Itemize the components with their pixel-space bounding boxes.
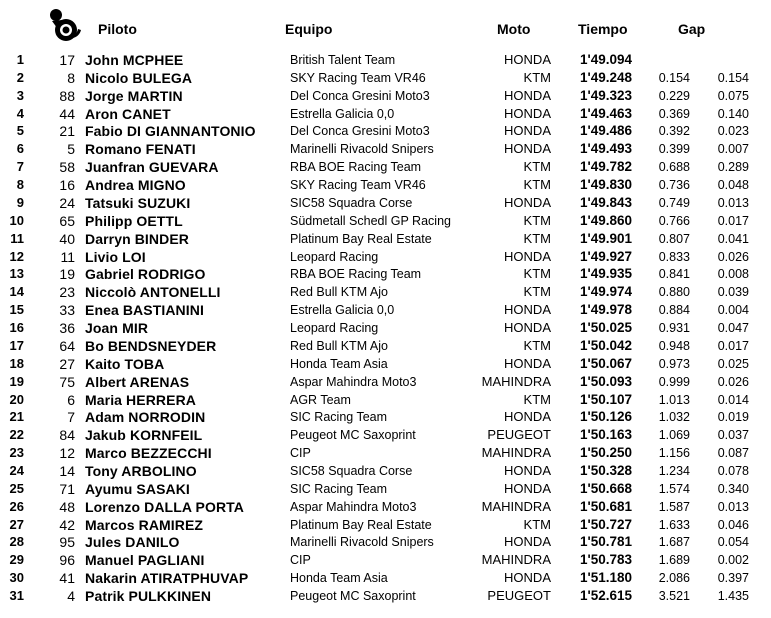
rider-name-cell: Nakarin ATIRATPHUVAP	[85, 570, 249, 587]
position-cell: 17	[9, 337, 24, 353]
bike-cell: KTM	[523, 69, 551, 85]
rider-number-cell: 41	[59, 570, 75, 587]
position-cell: 24	[9, 463, 24, 478]
rider-number-cell: 12	[59, 445, 75, 462]
table-row	[0, 498, 771, 516]
bike-cell: HONDA	[504, 194, 551, 210]
team-cell: Marinelli Rivacold Snipers	[290, 535, 434, 550]
gap-to-previous-cell: 0.047	[717, 321, 749, 336]
team-cell: RBA BOE Racing Team	[290, 267, 422, 282]
lap-time-cell: 1'49.323	[580, 87, 633, 103]
bike-cell: HONDA	[504, 534, 551, 550]
table-row	[0, 176, 771, 194]
rider-name-cell: Tatsuki SUZUKI	[85, 194, 191, 211]
bike-cell: HONDA	[504, 320, 551, 336]
position-cell: 30	[9, 570, 24, 586]
team-cell: Platinum Bay Real Estate	[290, 231, 432, 246]
rider-number-cell: 33	[59, 302, 75, 319]
gap-to-first-cell: 2.086	[658, 571, 690, 586]
team-cell: Estrella Galicia 0,0	[290, 303, 395, 318]
table-row	[0, 51, 771, 69]
table-row	[0, 408, 771, 426]
rider-number-cell: 6	[67, 391, 75, 408]
position-cell: 3	[16, 87, 24, 103]
lap-time-cell: 1'51.180	[580, 570, 633, 586]
gap-to-first-cell: 0.948	[658, 338, 690, 353]
rider-number-cell: 96	[59, 552, 75, 569]
gap-to-first-cell: 0.766	[658, 213, 690, 228]
team-cell: Aspar Mahindra Moto3	[290, 374, 417, 389]
gap-to-first-cell: 0.749	[658, 195, 690, 210]
gap-to-previous-cell: 1.435	[717, 589, 749, 604]
table-row	[0, 551, 771, 569]
bike-cell: HONDA	[504, 105, 551, 121]
rider-name-cell: Joan MIR	[85, 320, 149, 337]
rider-name-cell: John MCPHEE	[85, 52, 184, 68]
position-cell: 13	[9, 266, 24, 282]
rider-number-cell: 24	[59, 194, 75, 211]
lap-time-cell: 1'50.668	[580, 480, 633, 496]
bike-cell: KTM	[523, 337, 551, 353]
rider-name-cell: Albert ARENAS	[85, 373, 190, 390]
position-cell: 11	[10, 230, 24, 246]
bike-cell: PEUGEOT	[487, 427, 551, 443]
gap-to-first-cell: 0.807	[658, 231, 690, 246]
rider-number-cell: 95	[59, 534, 75, 551]
rider-name-cell: Manuel PAGLIANI	[85, 552, 205, 569]
rider-name-cell: Juanfran GUEVARA	[85, 159, 219, 176]
team-cell: SIC Racing Team	[290, 481, 388, 496]
rider-name-cell: Andrea MIGNO	[85, 177, 186, 194]
position-cell: 18	[9, 355, 24, 371]
position-cell: 25	[9, 480, 24, 496]
gap-to-previous-cell: 0.289	[717, 160, 749, 175]
rider-number-cell: 58	[59, 159, 75, 176]
table-row	[0, 283, 771, 301]
lap-time-cell: 1'52.615	[580, 588, 633, 604]
rider-name-cell: Philipp OETTL	[85, 212, 183, 229]
position-cell: 2	[16, 69, 24, 85]
lap-time-cell: 1'50.781	[580, 534, 633, 550]
rider-number-cell: 4	[67, 588, 75, 605]
team-cell: Platinum Bay Real Estate	[290, 517, 432, 532]
rider-number-cell: 36	[59, 320, 75, 337]
table-row	[0, 158, 771, 176]
lap-time-cell: 1'49.782	[580, 159, 633, 175]
team-cell: Red Bull KTM Ajo	[290, 285, 388, 300]
lap-time-cell: 1'50.107	[580, 391, 633, 407]
gap-to-previous-cell: 0.017	[717, 338, 749, 353]
team-cell: AGR Team	[290, 392, 351, 407]
lap-time-cell: 1'49.935	[580, 266, 633, 282]
motorcycle-rider-icon	[44, 8, 86, 42]
team-cell: British Talent Team	[290, 53, 396, 67]
bike-cell: KTM	[523, 516, 551, 532]
bike-cell: MAHINDRA	[481, 498, 551, 514]
team-cell: Leopard Racing	[290, 321, 379, 336]
gap-to-previous-cell: 0.019	[717, 410, 749, 425]
lap-time-cell: 1'50.727	[580, 516, 633, 532]
lap-time-cell: 1'50.681	[580, 498, 633, 514]
lap-time-cell: 1'49.493	[580, 141, 633, 157]
team-cell: Peugeot MC Saxoprint	[290, 589, 416, 604]
gap-to-previous-cell: 0.054	[717, 535, 749, 550]
team-cell: Leopard Racing	[290, 249, 379, 264]
table-row	[0, 194, 771, 212]
gap-to-first-cell: 1.574	[658, 481, 690, 496]
team-cell: SKY Racing Team VR46	[290, 178, 426, 193]
lap-time-cell: 1'50.783	[580, 552, 633, 568]
team-cell: CIP	[290, 446, 311, 461]
bike-cell: KTM	[523, 177, 551, 193]
team-cell: RBA BOE Racing Team	[290, 160, 422, 175]
position-cell: 6	[16, 141, 24, 157]
rider-name-cell: Jakub KORNFEIL	[85, 427, 203, 444]
team-cell: SKY Racing Team VR46	[290, 70, 426, 85]
gap-to-previous-cell: 0.007	[717, 142, 749, 157]
table-row	[0, 265, 771, 283]
bike-cell: HONDA	[504, 409, 551, 425]
lap-time-cell: 1'50.025	[580, 320, 633, 336]
position-cell: 19	[9, 373, 24, 389]
position-cell: 22	[9, 427, 24, 443]
rider-number-cell: 75	[59, 373, 75, 390]
table-header	[0, 0, 771, 44]
bike-cell: HONDA	[504, 141, 551, 157]
position-cell: 23	[9, 445, 24, 461]
gap-to-first-cell: 0.736	[658, 178, 690, 193]
gap-to-previous-cell: 0.046	[717, 517, 749, 532]
table-row	[0, 516, 771, 534]
position-cell: 20	[9, 391, 24, 407]
rider-number-cell: 14	[59, 463, 75, 479]
lap-time-cell: 1'50.067	[580, 355, 633, 371]
bike-cell: HONDA	[504, 87, 551, 103]
position-cell: 4	[16, 105, 24, 121]
gap-to-previous-cell: 0.008	[717, 267, 749, 282]
header-pilot: Piloto	[98, 21, 137, 37]
bike-cell: HONDA	[504, 248, 551, 264]
position-cell: 15	[9, 302, 24, 318]
gap-to-first-cell: 0.884	[658, 303, 690, 318]
rider-number-cell: 17	[59, 52, 75, 68]
team-cell: SIC58 Squadra Corse	[290, 464, 413, 478]
table-row	[0, 212, 771, 230]
position-cell: 7	[16, 159, 24, 175]
rider-number-cell: 16	[59, 177, 75, 194]
gap-to-first-cell: 0.399	[658, 142, 690, 157]
rider-number-cell: 19	[59, 266, 75, 283]
bike-cell: KTM	[523, 266, 551, 282]
table-row	[0, 69, 771, 87]
rider-number-cell: 7	[67, 409, 75, 426]
header-team: Equipo	[285, 21, 333, 37]
rider-name-cell: Lorenzo DALLA PORTA	[85, 498, 244, 515]
table-row	[0, 122, 771, 140]
gap-to-previous-cell: 0.140	[717, 106, 749, 121]
table-row	[0, 373, 771, 391]
gap-to-previous-cell: 0.039	[717, 285, 749, 300]
rider-number-cell: 40	[59, 230, 75, 247]
rider-number-cell: 84	[59, 427, 75, 444]
bike-cell: MAHINDRA	[481, 552, 551, 568]
table-row	[0, 462, 771, 480]
bike-cell: HONDA	[504, 123, 551, 139]
position-cell: 31	[9, 588, 24, 604]
team-cell: Del Conca Gresini Moto3	[290, 88, 430, 103]
bike-cell: HONDA	[504, 355, 551, 371]
bike-cell: MAHINDRA	[481, 373, 551, 389]
team-cell: SIC Racing Team	[290, 410, 388, 425]
gap-to-previous-cell: 0.014	[717, 392, 749, 407]
rider-name-cell: Ayumu SASAKI	[85, 480, 190, 497]
rider-number-cell: 42	[59, 516, 75, 533]
gap-to-first-cell: 0.931	[658, 321, 690, 336]
lap-time-cell: 1'49.463	[580, 105, 633, 121]
header-bike: Moto	[497, 21, 531, 37]
team-cell: SIC58 Squadra Corse	[290, 195, 413, 210]
table-row	[0, 426, 771, 444]
rider-name-cell: Kaito TOBA	[85, 355, 165, 372]
team-cell: Honda Team Asia	[290, 356, 388, 371]
team-cell: Estrella Galicia 0,0	[290, 106, 395, 121]
position-cell: 1	[16, 52, 24, 67]
rider-name-cell: Romano FENATI	[85, 141, 196, 158]
bike-cell: HONDA	[504, 463, 551, 478]
gap-to-previous-cell: 0.013	[717, 499, 749, 514]
bike-cell: KTM	[523, 212, 551, 228]
gap-to-previous-cell: 0.340	[717, 481, 749, 496]
rider-name-cell: Maria HERRERA	[85, 391, 196, 408]
position-cell: 27	[9, 516, 24, 532]
bike-cell: MAHINDRA	[481, 445, 551, 461]
rider-number-cell: 21	[59, 123, 75, 140]
gap-to-first-cell: 1.069	[658, 428, 690, 443]
lap-time-cell: 1'50.126	[580, 409, 633, 425]
position-cell: 21	[9, 409, 24, 425]
rider-name-cell: Adam NORRODIN	[85, 409, 206, 426]
rider-number-cell: 44	[59, 105, 75, 122]
table-row	[0, 301, 771, 319]
table-row	[0, 480, 771, 498]
rider-number-cell: 5	[67, 141, 75, 158]
gap-to-first-cell: 0.973	[658, 356, 690, 371]
position-cell: 9	[16, 194, 24, 210]
gap-to-first-cell: 1.234	[658, 464, 690, 478]
rider-number-cell: 8	[67, 69, 75, 86]
gap-to-previous-cell: 0.087	[717, 446, 749, 461]
gap-to-previous-cell: 0.025	[717, 356, 749, 371]
position-cell: 12	[9, 248, 24, 264]
rider-name-cell: Fabio DI GIANNANTONIO	[85, 123, 256, 140]
lap-time-cell: 1'50.163	[580, 427, 633, 443]
gap-to-previous-cell: 0.002	[717, 553, 749, 568]
table-row	[0, 248, 771, 266]
team-cell: Peugeot MC Saxoprint	[290, 428, 416, 443]
gap-to-previous-cell: 0.041	[717, 231, 749, 246]
header-time: Tiempo	[578, 21, 628, 37]
position-cell: 10	[9, 212, 24, 228]
team-cell: Red Bull KTM Ajo	[290, 338, 388, 353]
gap-to-first-cell: 1.013	[658, 392, 690, 407]
rider-number-cell: 27	[59, 355, 75, 372]
rider-number-cell: 23	[59, 284, 75, 301]
bike-cell: HONDA	[504, 570, 551, 586]
rider-name-cell: Bo BENDSNEYDER	[85, 337, 217, 354]
gap-to-previous-cell: 0.026	[717, 249, 749, 264]
gap-to-first-cell: 0.229	[658, 88, 690, 103]
team-cell: CIP	[290, 553, 311, 568]
table-row	[0, 140, 771, 158]
table-row	[0, 319, 771, 337]
bike-cell: KTM	[523, 391, 551, 407]
rider-name-cell: Darryn BINDER	[85, 230, 189, 247]
table-row	[0, 105, 771, 123]
bike-cell: PEUGEOT	[487, 588, 551, 604]
team-cell: Südmetall Schedl GP Racing	[290, 213, 451, 228]
gap-to-first-cell: 0.999	[658, 374, 690, 389]
lap-time-cell: 1'50.250	[580, 445, 633, 461]
gap-to-first-cell: 1.156	[658, 446, 690, 461]
gap-to-previous-cell: 0.017	[717, 213, 749, 228]
rider-name-cell: Nicolo BULEGA	[85, 69, 193, 86]
table-row	[0, 444, 771, 462]
rider-name-cell: Tony ARBOLINO	[85, 463, 197, 479]
rider-name-cell: Livio LOI	[85, 248, 146, 265]
lap-time-cell: 1'49.860	[580, 212, 633, 228]
table-row	[0, 569, 771, 587]
bike-cell: HONDA	[504, 52, 551, 67]
rider-number-cell: 64	[59, 337, 75, 354]
rider-name-cell: Jules DANILO	[85, 534, 180, 551]
gap-to-first-cell: 1.633	[658, 517, 690, 532]
gap-to-first-cell: 0.880	[658, 285, 690, 300]
gap-to-previous-cell: 0.023	[717, 124, 749, 139]
gap-to-previous-cell: 0.154	[717, 70, 749, 85]
gap-to-first-cell: 3.521	[658, 589, 690, 604]
lap-time-cell: 1'49.248	[580, 69, 633, 85]
header-gap: Gap	[678, 21, 706, 37]
rider-name-cell: Marco BEZZECCHI	[85, 445, 212, 462]
rider-name-cell: Marcos RAMIREZ	[85, 516, 204, 533]
bike-cell: HONDA	[504, 302, 551, 318]
gap-to-previous-cell: 0.013	[717, 195, 749, 210]
team-cell: Aspar Mahindra Moto3	[290, 499, 417, 514]
gap-to-previous-cell: 0.397	[717, 571, 749, 586]
lap-time-cell: 1'50.042	[580, 337, 633, 353]
gap-to-previous-cell: 0.026	[717, 374, 749, 389]
position-cell: 16	[9, 320, 24, 336]
rider-number-cell: 71	[59, 480, 75, 497]
rider-name-cell: Enea BASTIANINI	[85, 302, 204, 319]
gap-to-previous-cell: 0.075	[717, 88, 749, 103]
gap-to-previous-cell: 0.037	[717, 428, 749, 443]
position-cell: 28	[9, 534, 24, 550]
rider-number-cell: 88	[59, 87, 75, 104]
lap-time-cell: 1'49.094	[580, 52, 633, 67]
rider-name-cell: Aron CANET	[85, 105, 171, 122]
rider-name-cell: Jorge MARTIN	[85, 87, 183, 104]
bike-cell: HONDA	[504, 480, 551, 496]
team-cell: Marinelli Rivacold Snipers	[290, 142, 434, 157]
position-cell: 8	[16, 177, 24, 193]
lap-time-cell: 1'49.901	[580, 230, 633, 246]
rider-name-cell: Niccolò ANTONELLI	[85, 284, 221, 301]
lap-time-cell: 1'49.978	[580, 302, 633, 318]
gap-to-first-cell: 0.392	[658, 124, 690, 139]
gap-to-first-cell: 0.688	[658, 160, 690, 175]
table-row	[0, 533, 771, 551]
lap-time-cell: 1'50.093	[580, 373, 633, 389]
gap-to-first-cell: 0.369	[658, 106, 690, 121]
bike-cell: KTM	[523, 230, 551, 246]
position-cell: 26	[9, 498, 24, 514]
gap-to-first-cell: 1.587	[658, 499, 690, 514]
gap-to-first-cell: 0.154	[658, 70, 690, 85]
rider-number-cell: 11	[60, 248, 75, 265]
team-cell: Honda Team Asia	[290, 571, 388, 586]
table-row	[0, 230, 771, 248]
position-cell: 29	[9, 552, 24, 568]
bike-cell: KTM	[523, 159, 551, 175]
lap-time-cell: 1'49.486	[580, 123, 633, 139]
rider-name-cell: Patrik PULKKINEN	[85, 588, 212, 605]
gap-to-first-cell: 1.689	[658, 553, 690, 568]
gap-to-first-cell: 0.833	[658, 249, 690, 264]
position-cell: 5	[16, 123, 24, 139]
lap-time-cell: 1'49.927	[580, 248, 633, 264]
rider-name-cell: Gabriel RODRIGO	[85, 266, 206, 283]
gap-to-first-cell: 0.841	[658, 267, 690, 282]
table-row	[0, 337, 771, 355]
table-row	[0, 355, 771, 373]
gap-to-first-cell: 1.687	[658, 535, 690, 550]
lap-time-cell: 1'49.843	[580, 194, 633, 210]
table-row	[0, 587, 771, 605]
gap-to-previous-cell: 0.078	[717, 464, 749, 478]
lap-time-cell: 1'49.974	[580, 284, 633, 300]
bike-cell: KTM	[523, 284, 551, 300]
team-cell: Del Conca Gresini Moto3	[290, 124, 430, 139]
gap-to-first-cell: 1.032	[658, 410, 690, 425]
lap-time-cell: 1'50.328	[580, 463, 633, 478]
gap-to-previous-cell: 0.048	[717, 178, 749, 193]
rider-number-cell: 48	[59, 498, 75, 515]
position-cell: 14	[9, 284, 24, 300]
gap-to-previous-cell: 0.004	[717, 303, 749, 318]
table-row	[0, 391, 771, 409]
lap-time-cell: 1'49.830	[580, 177, 633, 193]
rider-number-cell: 65	[59, 212, 75, 229]
table-row	[0, 87, 771, 105]
